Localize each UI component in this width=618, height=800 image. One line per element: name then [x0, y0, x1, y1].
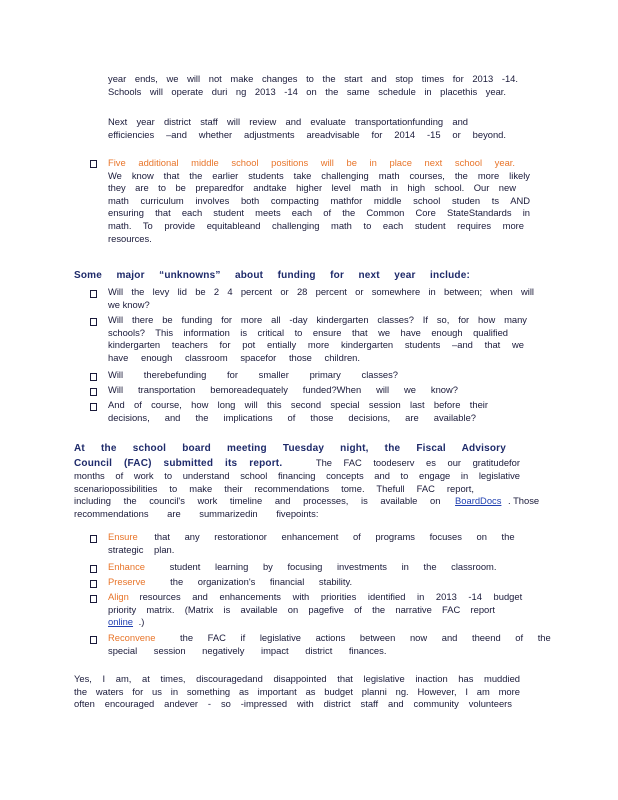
text-line: we know?: [108, 298, 150, 310]
bullet-box-icon: [90, 401, 97, 414]
bullet-box-icon: [90, 578, 97, 591]
text-line: schools? This information is critical to ensure that we have enough qualified: [108, 326, 508, 338]
text-line: Will the levy lid be 2 4 percent or 28 percent or somewhere in between; when will: [108, 286, 534, 297]
fac-point-line: [108, 632, 551, 645]
text-line: Next year district staff will review and evaluate transportationfunding and: [108, 116, 468, 127]
text-line: [108, 616, 518, 629]
text-line: year ends, we will not make changes to the start and stop times for 2013 -14.: [108, 73, 518, 84]
fac-point-keyword: Enhance: [108, 561, 146, 572]
bullet-box-icon: [90, 316, 97, 329]
unknown-item: [108, 286, 534, 311]
text-line: ensuring that each student meets each of the Common Core StateStandards in: [108, 207, 530, 219]
text-line: recommendations are summarizedin fivepoints:: [74, 507, 319, 519]
text-line: [74, 495, 540, 508]
fac-heading-line2: [74, 457, 520, 471]
bullet-box-icon: [90, 158, 97, 171]
unknown-item: [108, 399, 488, 424]
text-line: often encouraged andever - so -impressed with district staff and community volunteers: [74, 698, 512, 710]
fac-point-text: the FAC if legislative actions between now and theend of the: [180, 632, 551, 643]
fac-point-line: [108, 561, 497, 574]
fac-point-keyword: Ensure: [108, 531, 138, 542]
text-line: Will transportation bemoreadequately funded?When will we know?: [108, 384, 458, 395]
fac-heading-rest: The FAC toodeserv es our gratitudefor: [315, 456, 520, 468]
fac-point-line: [108, 531, 515, 544]
fac-point: [108, 576, 353, 589]
fac-point: [108, 591, 523, 629]
text-line: scenariopossibilities to make their recommendations tome. Thefull FAC report,: [74, 482, 474, 494]
text-line: special session negatively impact district finances.: [108, 644, 387, 656]
text-line: decisions, and the implications of those decisions, are available?: [108, 411, 476, 423]
fac-point: [108, 632, 551, 657]
text-line: Will therebefunding for smaller primary classes?: [108, 369, 398, 380]
bullet-box-icon: [90, 533, 97, 546]
text-line: months of work to understand school financing concepts and to engage in legislative: [74, 470, 520, 482]
paragraph-closing: [74, 673, 520, 711]
fac-point-keyword: Preserve: [108, 576, 146, 587]
fac-point-keyword: Reconvene: [108, 632, 156, 643]
fac-point: [108, 561, 497, 574]
fac-point: [108, 531, 515, 556]
section-middle-school: [108, 157, 530, 245]
text-line: math curriculum involves both compacting mathfor middle school studen ts AND: [108, 194, 530, 206]
text-line: And of course, how long will this second special session last before their: [108, 399, 488, 410]
text-line: strategic plan.: [108, 543, 175, 555]
text-line: Will there be funding for more all -day kindergarten classes? If so, for how many: [108, 314, 527, 325]
fac-section: [74, 443, 540, 521]
text-line: kindergarten teachers for pot entially more kindergarten students –and that we: [108, 339, 524, 351]
heading-text: Some major “unknowns” about funding for next year include:: [74, 270, 470, 281]
text-line: Yes, I am, at times, discouragedand disappointed that legislative inaction has muddied: [74, 673, 520, 684]
text-fragment: .): [138, 616, 145, 628]
unknown-item: [108, 314, 527, 364]
fac-point-text: student learning by focusing investments in the classroom.: [169, 561, 497, 572]
fac-heading: At the school board meeting Tuesday night, the Fiscal Advisory: [74, 443, 506, 454]
fac-point-text: that any restorationor enhancement of programs focuses on the: [154, 531, 515, 542]
bullet-box-icon: [90, 634, 97, 647]
fac-point-text: resources and enhancements with priorities identified in 2013 -14 budget: [139, 591, 523, 602]
text-line: have enough classroom spacefor those children.: [108, 351, 360, 363]
unknown-item: [108, 384, 458, 397]
fac-heading-bold: Council (FAC) submitted its report.: [74, 457, 283, 469]
middle-school-heading: Five additional middle school positions will be in place next school year.: [108, 157, 515, 168]
text-line: Schools will operate duri ng 2013 -14 on the same schedule in placethis year.: [108, 85, 506, 97]
text-fragment: including the council's work timeline and processes, is available on: [74, 495, 441, 507]
bullet-box-icon: [90, 288, 97, 301]
fac-point-keyword: Align: [108, 591, 129, 602]
text-line: efficiencies –and whether adjustments areadvisable for 2014 -15 or beyond.: [108, 128, 506, 140]
bullet-box-icon: [90, 386, 97, 399]
bullet-box-icon: [90, 563, 97, 576]
text-line: priority matrix. (Matrix is available on pagefive of the narrative FAC report: [108, 603, 495, 615]
paragraph-transportation: [108, 116, 506, 141]
paragraph-school-times: [108, 73, 518, 98]
bullet-box-icon: [90, 593, 97, 606]
fac-point-line: [108, 576, 353, 589]
fac-point-text: the organization's financial stability.: [170, 576, 353, 587]
fac-point-line: [108, 591, 523, 604]
boarddocs-link[interactable]: BoardDocs: [455, 495, 502, 507]
online-link[interactable]: online: [108, 616, 134, 628]
unknown-item: [108, 369, 398, 382]
text-fragment: . Those: [508, 495, 540, 507]
text-line: math. To provide equitableand challenging math to each student requires more: [108, 219, 524, 231]
text-line: they are to be preparedfor andtake higher level math in high school. Our new: [108, 182, 516, 194]
unknowns-heading: [74, 270, 470, 283]
text-line: We know that the earlier students take challenging math courses, the more likely: [108, 169, 530, 181]
text-line: the waters for us in something as important as budget planni ng. However, I am more: [74, 685, 520, 697]
text-line: resources.: [108, 232, 152, 244]
bullet-box-icon: [90, 371, 97, 384]
